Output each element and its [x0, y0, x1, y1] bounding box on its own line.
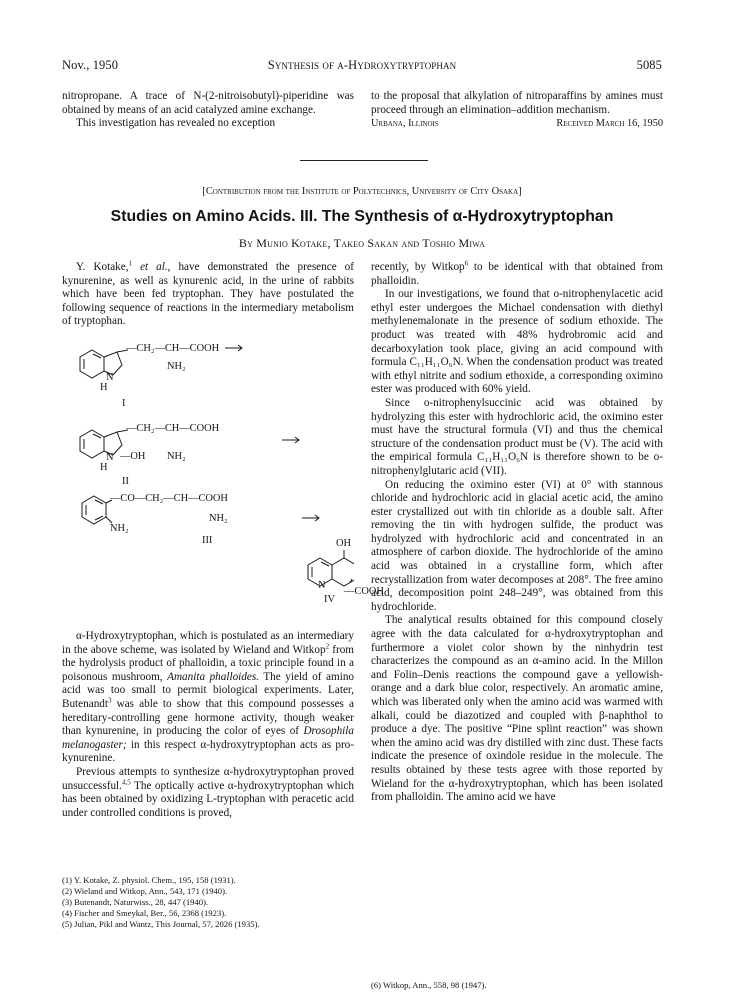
- paragraph-previous-attempts: [62, 766, 354, 820]
- paragraph-hydroxytryptophan: [62, 630, 354, 766]
- compound-label-I: I: [122, 398, 126, 409]
- p3-text-a: Previous attempts to synthesize α-hydroxytryptophan proved unsuccessful.: [62, 765, 354, 792]
- oh-II: —OH: [120, 451, 146, 462]
- article-title: Studies on Amino Acids. III. The Synthesis of α-Hydroxytryptophan: [110, 208, 614, 225]
- right-paragraph-1: [371, 261, 663, 288]
- p3-text-b: The optically active α-hydroxytryptophan which has been obtained by oxidizing L-tryptophan with peracetic acid under controlled conditions is proved,: [62, 779, 354, 819]
- footnote-3: (3) Butenandt, Naturwiss., 28, 447 (1940).: [62, 897, 209, 908]
- author-location: Urbana, Illinois: [371, 118, 439, 130]
- reaction-scheme: [62, 338, 354, 628]
- chain-I: —CH₂—CH—COOH: [126, 343, 220, 354]
- oh-IV: OH: [336, 538, 352, 549]
- p2-text-e: in this respect α-hydroxytryptophan acts as pro-kynurenine.: [62, 738, 354, 765]
- right-paragraph-2: In our investigations, we found that o-nitrophenylacetic acid ethyl ester undergoes the Michael condensation with diethyl methylenemalonate in the presence of sodium ethoxide. The product was treated with 48% hydrobromic acid and decarboxylation took place, giving an acid compound with formula C₁₁H₁₁O₆N. When the condensation product was treated with ethyl nitrite and sodium ethoxide, a corresponding oximino ester was produced with 60% yield.: [371, 288, 663, 396]
- p2-italic-drosophila: Drosophila melanogaster;: [62, 725, 354, 751]
- header-date: Nov., 1950: [62, 58, 119, 72]
- n-II: N: [106, 452, 114, 463]
- prev-left-text-2: This investigation has revealed no exception: [76, 117, 276, 130]
- ref-1: 1: [128, 259, 133, 268]
- previous-article-left-end: [62, 90, 354, 131]
- ref-6: 6: [464, 259, 469, 268]
- nh2-III-ring: NH₂: [110, 523, 129, 534]
- nh2-II: NH₂: [167, 451, 186, 462]
- running-header: [62, 58, 662, 74]
- intro-text-b: , have demonstrated the presence of kynurenine, as well as kynurenic acid, in the urine of rabbits which have been fed tryptophan. They have postulated the following sequence of reactions in the intermediary metabolism of tryptophan.: [62, 261, 354, 328]
- left-column-intro: [62, 261, 354, 329]
- ref-3: 3: [108, 696, 112, 705]
- h-I: H: [100, 382, 108, 393]
- h-II: H: [100, 462, 108, 473]
- n-IV: N: [318, 580, 326, 591]
- chain-III: —CO—CH₂—CH—COOH: [110, 493, 228, 504]
- prev-right-text: to the proposal that alkylation of nitroparaffins by amines must proceed through an elimination–addition mechanism.: [371, 90, 663, 116]
- separator-rule: [300, 160, 428, 161]
- right-paragraph-3: Since o-nitrophenylsuccinic acid was obtained by hydrolyzing this ester with hydrochloric acid, the oximino ester must have the structural formula (VI) and thus the chemical structure of the condensation product must be (V). The acid with the empirical formula C₁₁H₁₁O₆N is therefore shown to be o-nitrophenylglutaric acid (VII).: [371, 396, 663, 477]
- header-title: Synthesis of α-Hydroxytryptophan: [267, 58, 457, 72]
- previous-article-right-end: [371, 90, 663, 131]
- compound-label-III: III: [202, 535, 213, 546]
- n-I: N: [106, 372, 114, 383]
- signature-line: [371, 117, 663, 131]
- nh2-III-chain: NH₂: [209, 513, 228, 524]
- right-paragraph-4: On reducing the oximino ester (VI) at 0° with stannous chloride and hydrochloric acid in glacial acetic acid, the amino ester crystallized out with tin chloride as a double salt. After removing the tin with hydrogen sulfide, the product was hydrolyzed with hydrochloric acid and concentrated in an atmosphere of carbon dioxide. The hydrochloride of the amino acid was obtained in a crystalline form, which after recrystallization from water decomposes at 208°. The free amino acid, decomposition point 248–249°, was obtained from this hydrochloride.: [371, 478, 663, 613]
- intro-paragraph: [62, 261, 354, 329]
- cooh-IV: —COOH: [344, 586, 384, 597]
- p2-text-c: The yield of amino acid was too small to permit biological experiments. Later, Butenandt: [62, 670, 355, 710]
- footnote-4: (4) Fischer and Smeykal, Ber., 56, 2368 (1923).: [62, 908, 227, 919]
- rp1-text-a: recently, by Witkop: [371, 261, 465, 273]
- p2-text-b: from the hydrolysis product of phalloidin, a toxic principle found in a poisonous mushroom,: [62, 643, 354, 683]
- footnote-1: (1) Y. Kotake, Z. physiol. Chem., 195, 158 (1931).: [62, 875, 236, 885]
- ref-2: 2: [325, 641, 330, 650]
- p2-italic-amanita: Amanita phalloides.: [167, 670, 259, 683]
- compound-label-IV: IV: [324, 594, 335, 605]
- footnotes-left: [62, 875, 354, 930]
- p2-text-a: α-Hydroxytryptophan, which is postulated as an intermediary in the above scheme, was isolated by Wieland and Witkop: [62, 630, 354, 656]
- ref-4-5: 4,5: [121, 777, 131, 786]
- header-page-number: 5085: [636, 58, 662, 72]
- footnote-2: (2) Wieland and Witkop, Ann., 543, 171 (1940).: [62, 886, 228, 897]
- contribution-line: [Contribution from the Institute of Polytechnics, University of City Osaka]: [202, 186, 522, 197]
- right-paragraph-5: The analytical results obtained for this compound closely agree with the data calculated for α-hydroxytryptophan and furthermore a violet color shown by the ninhydrin test characterizes the compound as an α-amino acid. In the Millon and Folin–Denis reactions the compound gave a yellowish-orange and a dark blue color, respectively. An aromatic amine, which was liberated only when the amino acid was warmed with alkali, could be diazotized and coupled with β-naphthol to produce a dye. The positive “Pine splint reaction” was shown when the amino acid was dry distilled with zinc dust. These facts indicate the presence of oxindole residue in the molecule. The results obtained by these tests agree with those reported by Wieland for the α-hydroxytryptophan, which has been isolated from phalloidin. The amino acid we have: [371, 614, 663, 804]
- rp1-text-b: to be identical with that obtained from phalloidin.: [371, 261, 663, 287]
- nh2-I: NH₂: [167, 361, 186, 372]
- intro-italic: et al.: [140, 261, 168, 273]
- article-byline: By Munio Kotake, Takeo Sakan and Toshio Miwa: [238, 236, 486, 250]
- p2-text-d: was able to show that this compound possesses a hereditary-controlling gene hormone activity, though weaker than kynurenine, in producing the color of eyes of: [62, 697, 354, 738]
- right-column: [371, 261, 663, 805]
- left-column-main: [62, 630, 354, 820]
- compound-label-II: II: [122, 476, 129, 487]
- prev-left-text: nitropropane. A trace of N-(2-nitroisobutyl)-piperidine was obtained by means of an acid catalyzed amine exchange.: [62, 90, 354, 116]
- footnote-6: (6) Witkop, Ann., 558, 98 (1947).: [371, 980, 487, 990]
- chain-II: —CH₂—CH—COOH: [126, 423, 220, 434]
- received-date: Received March 16, 1950: [556, 118, 663, 130]
- intro-text-a: Y. Kotake,: [76, 261, 129, 273]
- footnote-5: (5) Julian, Pikl and Wantz, This Journal, 57, 2026 (1935).: [62, 919, 260, 930]
